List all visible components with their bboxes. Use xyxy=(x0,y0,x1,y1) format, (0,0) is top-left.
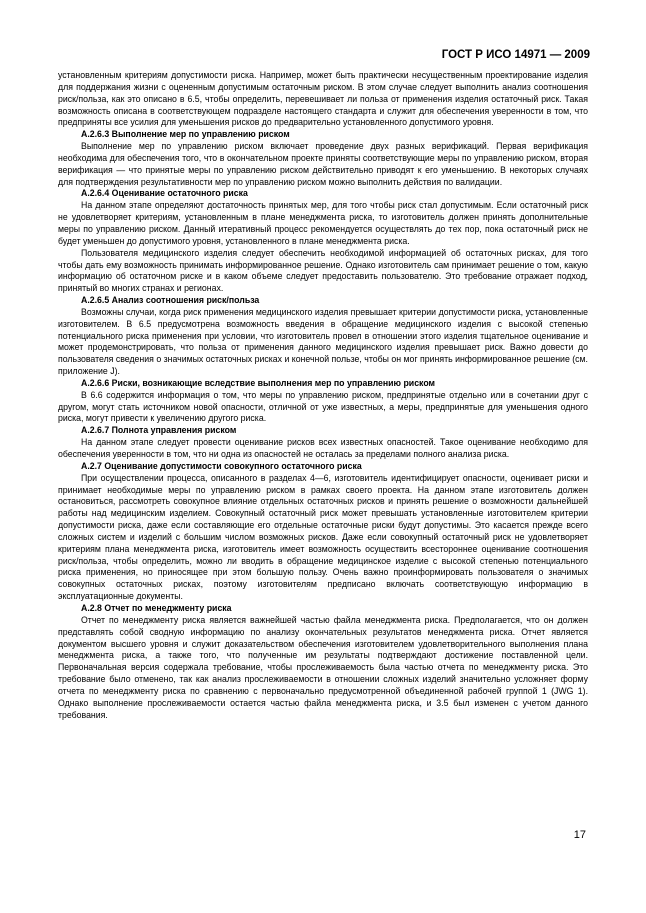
paragraph: В 6.6 содержится информация о том, что меры по управлению риском, предпринятые отдельно или в сочетании друг с другом, могут стать источником новой опасности, отличной от уже известных, а меры, предпринятые для уменьшения одного риска, могут привести к увеличению другого риска. xyxy=(58,389,588,424)
section-heading: А.2.6.7 Полнота управления риском xyxy=(81,425,237,436)
paragraph: На данном этапе определяют достаточность принятых мер, для того чтобы риск стал допустимым. Если остаточный риск не удовлетворяет критериям, установленным в плане менеджмента риска, то изготовитель должен принять дополнительные меры по управлению риском. Данный итеративный процесс рекомендуется осуществлять до тех пор, пока остаточный риск не будет уменьшен до допустимого уровня, установленного в плане менеджмента риска. xyxy=(58,200,588,246)
paragraph: Отчет по менеджменту риска является важнейшей частью файла менеджмента риска. Предполагается, что он должен представлять собой сводную информацию по анализу окончательных результатов менеджмента риска. Отчет является документом высшего уровня и служит доказательством обеспечения изготовителем удовлетворительного выполнения плана менеджмента риска, а также того, что полученные им результаты подтверждают достижение поставленной цели. Первоначальная версия содержала требование, чтобы прослеживаемость была частью отчета по менеджменту риска. Это требование было отменено, так как анализ прослеживаемости в отношении сложных изделий значительно усложняет форму отчета по менеджменту риска по сравнению с первоначально предусмотренной объединенной рабочей группой 1 (JWG 1). Однако выполнение прослеживаемости остается частью файла менеджмента риска, и 3.5 был изменен с учетом данного требования. xyxy=(58,614,588,720)
section-heading: А.2.6.3 Выполнение мер по управлению риском xyxy=(81,129,290,140)
page-number: 17 xyxy=(573,829,586,841)
paragraph: Выполнение мер по управлению риском включает проведение двух разных верификаций. Первая верификация необходима для обеспечения того, что в окончательном проекте приняты соответствующие меры по управлению риском, вторая верификация — что принятые меры по управлению риском действительно приводят к его уменьшению. В некоторых случаях для подтверждения результативности мер по управлению риском можно выполнить действия по валидации. xyxy=(58,141,588,187)
section-heading: А.2.6.5 Анализ соотношения риск/польза xyxy=(81,295,260,306)
paragraph: Возможны случаи, когда риск применения медицинского изделия превышает критерии допустимости риска, установленные изготовителем. В 6.5 предусмотрена возможность введения в обращение медицинского изделия с высокой степенью потенциального риска применения при условии, что изготовитель провел в отношении этого изделия тщательное оценивание и может продемонстрировать, что польза от применения данного медицинского изделия превышает риск. Важно довести до пользователя сведения о значимых остаточных рисках и конечной пользе, чтобы он мог принять информированное решение (см. приложение J). xyxy=(58,306,588,377)
section-heading: А.2.6.6 Риски, возникающие вследствие выполнения мер по управлению риском xyxy=(81,377,436,388)
paragraph: На данном этапе следует провести оценивание рисков всех известных опасностей. Такое оценивание необходимо для обеспечения уверенности в том, что ни одна из опасностей не осталась за пределами полного анализа риска. xyxy=(58,437,588,459)
section-heading: А.2.7 Оценивание допустимости совокупного остаточного риска xyxy=(81,460,362,471)
paragraph: При осуществлении процесса, описанного в разделах 4—6, изготовитель идентифицирует опасности, оценивает риски и принимает необходимые меры по управлению риском в рамках своего проекта. На данном этапе изготовитель должен остановиться, рассмотреть совокупное влияние отдельных остаточных рисков и принять решение о возможности дальнейшей работы над медицинским изделием. Совокупный остаточный риск может превышать установленные изготовителем критерии допустимости риска, даже если составляющие его отдельные остаточные риски будут допустимы. Это касается прежде всего сложных систем и изделий с большим числом возможных рисков. Даже если совокупный остаточный риск не удовлетворяет критериям плана менеджмента риска, изготовитель имеет возможность осуществить всестороннее оценивание соотношения риск/польза, чтобы определить, можно ли вводить в обращение медицинское изделие с высокой степенью потенциального риска применения, но приносящее при этом большую пользу. Очень важно проинформировать пользователя о значимых совокупных остаточных рисках, поэтому изготовителям предписано включать соответствующую информацию в эксплуатационные документы. xyxy=(58,472,588,602)
section-heading: А.2.6.4 Оценивание остаточного риска xyxy=(81,188,248,199)
paragraph: установленным критериям допустимости риска. Например, может быть практически несущественным проектирование изделия для поддержания жизни с оцененным допустимым остаточным риском. В этом случае следует выполнить анализ соотношения риск/польза, как это описано в 6.5, чтобы определить, перевешивает ли польза от применения изделия остаточный риск. Такая возможность описана в соответствующем подразделе настоящего стандарта и служит для обеспечения уверенности в том, что предприняты все усилия для уменьшения рисков до предварительно установленного допустимого уровня. xyxy=(58,70,588,128)
section-heading: А.2.8 Отчет по менеджменту риска xyxy=(81,602,232,613)
document-header: ГОСТ Р ИСО 14971 — 2009 xyxy=(441,49,590,61)
paragraph: Пользователя медицинского изделия следует обеспечить необходимой информацией об остаточных рисках, для того чтобы дать ему возможность принимать информированное решение. Однако изготовитель сам принимает решение о том, какую информацию об остаточном риске и в каком объеме следует предоставить пользователю. Это требование отражает подход, принятый во многих странах и регионах. xyxy=(58,247,588,294)
page-body xyxy=(58,70,588,721)
